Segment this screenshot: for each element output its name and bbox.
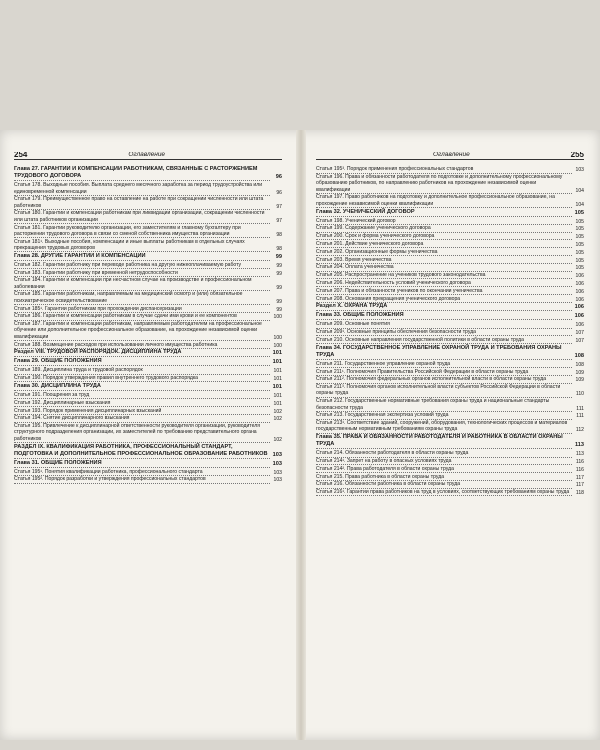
toc-entry-page: 113 [574,442,584,449]
toc-entry-page: 99 [276,262,282,269]
toc-entry [316,384,584,398]
toc-entry-page: 105 [575,241,584,248]
toc-entry-page: 99 [276,306,282,313]
toc-entry-page: 112 [575,427,584,434]
toc-entry-title: Статья 200. Срок и форма ученического договора [316,233,572,240]
toc-entry-title: Статья 199. Содержание ученического договора [316,225,572,232]
toc-entry-page: 103 [272,451,282,458]
toc-entry-title: Статья 185. Гарантии работникам, направляемым на медицинский осмотр и (или) обязательное психиатрическое освидетельствование [14,291,270,305]
toc-entry [14,196,282,210]
toc-entry [316,420,584,434]
toc-entry-title: Глава 33. ОБЩИЕ ПОЛОЖЕНИЯ [316,312,572,320]
toc-entry [316,398,584,412]
toc-entry-page: 118 [575,490,584,497]
toc-entry-page: 101 [273,400,282,407]
toc-entry-page: 105 [574,209,584,216]
toc-entry-title: Статья 181¹. Выходные пособия, компенсации и иные выплаты работникам в отдельных случаях прекращения трудовых договоров [14,239,270,253]
toc-entry-page: 96 [275,174,282,181]
toc-entry [14,375,282,382]
toc-entry-title: Статья 202. Организационные формы ученичества [316,249,572,256]
toc-entry [316,412,584,419]
toc-entry-page: 101 [272,383,282,390]
toc-entry-title: Статья 211¹. Полномочия Правительства Российской Федерации в области охраны труда [316,369,572,376]
left-page [14,152,282,732]
toc-entry [14,270,282,277]
toc-entry-title: Статья 188. Возмещение расходов при использовании личного имущества работника [14,342,270,349]
toc-entry [316,166,584,173]
toc-section-heading [14,166,282,181]
toc-entry [316,369,584,376]
toc-entry-page: 105 [575,234,584,241]
toc-entry-page: 99 [276,284,282,291]
toc-entry-title: Глава 27. ГАРАНТИИ И КОМПЕНСАЦИИ РАБОТНИКАМ, СВЯЗАННЫЕ С РАСТОРЖЕНИЕМ ТРУДОВОГО ДОГОВОРА [14,166,270,181]
toc-entry-page: 101 [273,376,282,383]
toc-section-heading [14,349,282,357]
toc-entry-title: Статья 190. Порядок утверждения правил внутреннего трудового распорядка [14,375,270,382]
toc-entry-title: Статья 193. Порядок применения дисциплинарных взысканий [14,408,270,415]
toc-entry [316,296,584,303]
toc-section-heading [14,383,282,391]
toc-entry-title: Раздел X. ОХРАНА ТРУДА [316,303,572,311]
toc-entry-page: 111 [576,413,584,420]
left-page-number: 254 [14,152,28,159]
toc-entry [14,262,282,269]
toc-section-heading [316,434,584,449]
toc-entry-title: Статья 192. Дисциплинарные взыскания [14,400,270,407]
toc-entry-page: 105 [575,226,584,233]
toc-entry-title: Статья 211². Полномочия федеральных органов исполнительной власти в области охраны труда [316,376,572,383]
toc-entry-page: 99 [276,298,282,305]
toc-entry-page: 97 [276,203,282,210]
book-spread [0,130,600,740]
toc-entry-title: Статья 210. Основные направления государственной политики в области охраны труда [316,337,572,344]
toc-entry [316,481,584,488]
toc-entry-page: 99 [276,270,282,277]
toc-entry-page: 101 [272,359,282,366]
toc-entry [14,342,282,349]
toc-entry [14,182,282,196]
toc-entry-title: Статья 201. Действие ученического договора [316,241,572,248]
toc-entry [14,225,282,239]
toc-entry-page: 110 [575,391,584,398]
toc-entry-page: 117 [575,474,584,481]
toc-section-heading [14,253,282,261]
toc-entry [14,321,282,341]
toc-entry-page: 116 [575,459,584,465]
toc-entry-title: Глава 28. ДРУГИЕ ГАРАНТИИ И КОМПЕНСАЦИИ [14,253,270,261]
toc-entry-page: 105 [575,257,584,264]
toc-entry-page: 106 [575,288,584,295]
toc-entry-title: Статья 214². Права работодателя в области охраны труда [316,466,572,473]
toc-entry-page: 105 [575,218,584,225]
toc-section-heading [316,345,584,360]
toc-entry-page: 106 [575,280,584,287]
toc-entry-title: Глава 32. УЧЕНИЧЕСКИЙ ДОГОВОР [316,209,572,217]
toc-entry-page: 107 [575,330,584,337]
toc-entry-title: Статья 209¹. Основные принципы обеспечения безопасности труда [316,329,572,336]
toc-section-heading [14,444,282,459]
toc-entry [316,272,584,279]
toc-entry-page: 105 [575,265,584,272]
toc-entry [14,239,282,253]
toc-entry [316,450,584,457]
toc-entry-title: Статья 195³. Порядок применения профессиональных стандартов [316,166,572,173]
toc-entry-page: 101 [273,368,282,375]
toc-entry-title: Раздел VIII. ТРУДОВОЙ РАСПОРЯДОК. ДИСЦИПЛИНА ТРУДА [14,349,270,357]
toc-entry [14,291,282,305]
toc-entry [316,233,584,240]
right-page [316,152,584,732]
toc-entry-title: Статья 196. Права и обязанности работодателя по подготовке и дополнительному профессиональному образованию работников, по направлению работников на прохождение независимой оценки квалификации [316,174,572,194]
toc-entry-title: Статья 195. Привлечение к дисциплинарной ответственности руководителя организации, руководителя структурного подразделения организации, их заместителей по требованию представительного органа работников [14,423,270,443]
toc-entry-title: Статья 212. Государственные нормативные требования охраны труда и национальные стандарты безопасности труда [316,398,572,412]
toc-entry-title: Глава 31. ОБЩИЕ ПОЛОЖЕНИЯ [14,460,270,468]
toc-entry [316,225,584,232]
toc-entry-page: 104 [575,201,584,208]
toc-entry [316,474,584,481]
toc-entry-page: 109 [575,369,584,376]
toc-entry [14,415,282,422]
toc-entry-title: Статья 209. Основные понятия [316,321,572,328]
toc-entry [316,489,584,496]
toc-entry-title: Глава 30. ДИСЦИПЛИНА ТРУДА [14,383,270,391]
toc-entry [316,361,584,368]
toc-entry-page: 106 [574,313,584,320]
toc-entry-page: 98 [276,231,282,238]
toc-entry [14,400,282,407]
toc-entry [14,277,282,291]
toc-entry-title: Статья 197. Право работников на подготовку и дополнительное профессиональное образование, на прохождение независимой оценки квалификации [316,194,572,208]
toc-entry [14,367,282,374]
toc-entry-page: 113 [575,451,584,458]
toc-entry [14,306,282,313]
toc-entry-page: 104 [575,187,584,194]
toc-entry-title: Статья 204. Оплата ученичества [316,264,572,271]
toc-entry-page: 116 [575,466,584,473]
toc-entry-title: Статья 195². Порядок разработки и утверждения профессиональных стандартов [14,476,270,483]
toc-entry-page: 97 [276,217,282,224]
toc-entry [316,280,584,287]
toc-entry-page: 99 [275,253,282,260]
toc-entry [316,458,584,465]
toc-entry-title: Статья 187. Гарантии и компенсации работникам, направляемым работодателем на профессиональное обучение или дополнительное профессиональное образование, на прохождение независимой оценки квалификации [14,321,270,341]
toc-entry-title: Статья 207. Права и обязанности учеников по окончании ученичества [316,288,572,295]
toc-section-heading [14,460,282,468]
toc-entry [316,249,584,256]
toc-entry [316,376,584,383]
toc-entry [316,218,584,225]
toc-entry-page: 106 [575,296,584,303]
toc-entry-page: 117 [575,482,584,489]
toc-section-heading [316,312,584,320]
toc-entry-title: Статья 215. Права работника в области охраны труда [316,474,572,481]
toc-entry-title: Статья 180. Гарантии и компенсации работникам при ликвидации организации, сокращении численности или штата работников организации [14,210,270,224]
toc-entry-title: Статья 216. Обязанности работника в области охраны труда [316,481,572,488]
toc-entry-title: Статья 216¹. Гарантии права работников на труд в условиях, соответствующих требованиям охраны труда [316,489,572,496]
toc-entry-title: Глава 34. ГОСУДАРСТВЕННОЕ УПРАВЛЕНИЕ ОХРАНОЙ ТРУДА И ТРЕБОВАНИЯ ОХРАНЫ ТРУДА [316,345,572,360]
toc-entry-page: 106 [575,322,584,329]
toc-entry-title: Статья 213. Государственная экспертиза условий труда [316,412,572,419]
toc-entry [316,321,584,328]
toc-entry-title: Статья 195¹. Понятия квалификации работника, профессионального стандарта [14,469,270,476]
toc-entry-title: Статья 198. Ученический договор [316,218,572,225]
right-page-header [316,152,584,160]
toc-entry [14,476,282,483]
left-page-header [14,152,282,160]
left-running-title: Оглавление [128,152,166,158]
book-gutter [296,130,306,740]
toc-entry [14,423,282,443]
toc-section-heading [316,303,584,311]
toc-entry-page: 106 [574,304,584,311]
right-toc [316,166,584,496]
toc-entry-title: Статья 206. Недействительность условий ученического договора [316,280,572,287]
toc-entry-title: Статья 178. Выходные пособия. Выплата среднего месячного заработка за период трудоустройства или единовременной компенсации [14,182,270,196]
toc-entry-page: 100 [273,334,282,341]
toc-entry-title: Глава 35. ПРАВА И ОБЯЗАННОСТИ РАБОТОДАТЕЛЯ И РАБОТНИКА В ОБЛАСТИ ОХРАНЫ ТРУДА [316,434,572,449]
toc-entry-page: 98 [276,245,282,252]
toc-entry-page: 103 [272,460,282,467]
toc-entry [14,392,282,399]
toc-entry-page: 100 [273,314,282,321]
toc-entry-title: Статья 185¹. Гарантии работникам при прохождении диспансеризации [14,306,270,313]
toc-entry-page: 102 [273,436,282,443]
toc-entry [14,313,282,320]
toc-entry-title: Статья 213¹. Соответствие зданий, сооружений, оборудования, технологических процессов и материалов государственным нормативным требованиям охраны труда [316,420,572,434]
toc-entry-page: 96 [276,189,282,196]
toc-entry-page: 108 [574,352,584,359]
toc-entry [316,288,584,295]
toc-entry [316,194,584,208]
toc-entry-title: Статья 182. Гарантии работнику при переводе работника на другую нижеоплачиваемую работу [14,262,270,269]
toc-entry [316,241,584,248]
toc-entry-page: 108 [575,361,584,368]
toc-entry-page: 103 [575,167,584,174]
toc-entry-title: Статья 181. Гарантии руководителю организации, его заместителям и главному бухгалтеру при расторжении трудового договора в связи со сменой собственника имущества организации [14,225,270,239]
toc-entry-title: Статья 194. Снятие дисциплинарного взыскания [14,415,270,422]
toc-entry [14,210,282,224]
toc-entry-title: Статья 189. Дисциплина труда и трудовой распорядок [14,367,270,374]
toc-entry-title: Статья 186. Гарантии и компенсации работникам в случае сдачи ими крови и ее компонентов [14,313,270,320]
toc-entry [316,174,584,194]
toc-entry-title: Статья 214. Обязанности работодателя в области охраны труда [316,450,572,457]
toc-section-heading [14,358,282,366]
toc-section-heading [316,209,584,217]
right-page-number: 255 [570,152,584,159]
toc-entry [316,257,584,264]
toc-entry-title: Статья 211³. Полномочия органов исполнительной власти субъектов Российской Федерации в области охраны труда [316,384,572,398]
toc-entry [316,264,584,271]
right-running-title: Оглавление [432,152,470,158]
toc-entry-page: 107 [575,337,584,344]
toc-entry-page: 111 [576,405,584,412]
toc-entry-title: Статья 205. Распространение на учеников трудового законодательства [316,272,572,279]
toc-entry-title: Статья 211. Государственное управление охраной труда [316,361,572,368]
toc-entry-page: 103 [273,477,282,484]
toc-entry-page: 106 [575,273,584,280]
toc-entry-page: 101 [273,392,282,399]
toc-entry-page: 102 [273,416,282,423]
toc-entry-page: 101 [272,350,282,357]
toc-entry-title: Статья 214¹. Запрет на работу в опасных условиях труда [316,458,572,465]
toc-entry [14,469,282,476]
toc-entry-page: 103 [273,469,282,476]
toc-entry [316,329,584,336]
toc-entry [14,408,282,415]
toc-entry-title: РАЗДЕЛ IX. КВАЛИФИКАЦИЯ РАБОТНИКА, ПРОФЕССИОНАЛЬНЫЙ СТАНДАРТ, ПОДГОТОВКА И ДОПОЛНИТЕЛЬНОЕ ПРОФЕССИОНАЛЬНОЕ ОБРАЗОВАНИЕ РАБОТНИКОВ [14,444,270,459]
toc-entry-title: Статья 184. Гарантии и компенсации при несчастном случае на производстве и профессиональном заболевании [14,277,270,291]
toc-entry-title: Статья 208. Основания прекращения ученического договора [316,296,572,303]
toc-entry-page: 105 [575,249,584,256]
toc-entry-title: Глава 29. ОБЩИЕ ПОЛОЖЕНИЯ [14,358,270,366]
toc-entry-page: 100 [273,342,282,349]
toc-entry [316,466,584,473]
toc-entry-page: 109 [575,377,584,384]
left-toc [14,166,282,483]
toc-entry-title: Статья 179. Преимущественное право на оставление на работе при сокращении численности или штата работников [14,196,270,210]
toc-entry-title: Статья 191. Поощрения за труд [14,392,270,399]
toc-entry-page: 102 [273,408,282,415]
toc-entry [316,337,584,344]
toc-entry-title: Статья 183. Гарантии работнику при временной нетрудоспособности [14,270,270,277]
toc-entry-title: Статья 203. Время ученичества [316,257,572,264]
